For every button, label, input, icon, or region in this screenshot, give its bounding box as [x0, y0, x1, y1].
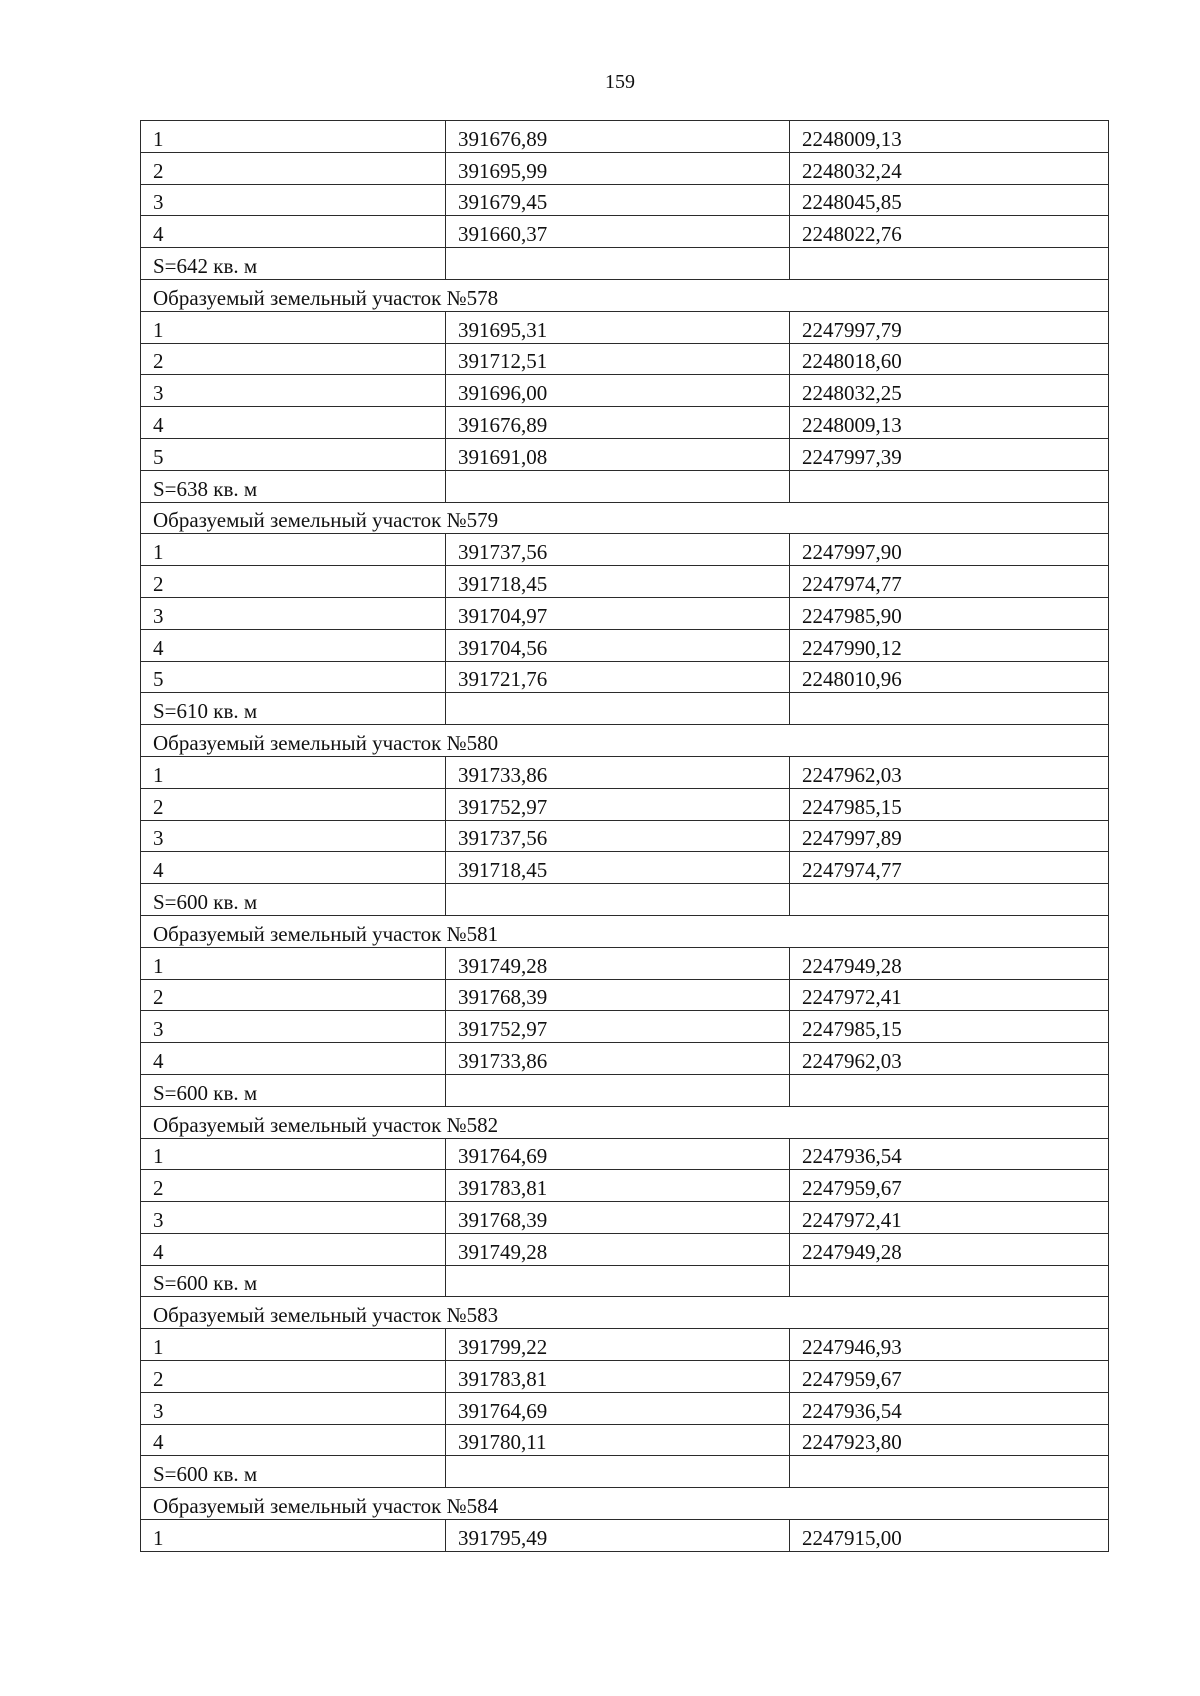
x-coordinate-cell: 391737,56: [446, 820, 790, 852]
y-coordinate-cell: 2247985,15: [790, 788, 1109, 820]
point-number-cell: 4: [141, 1233, 446, 1265]
empty-cell: [446, 693, 790, 725]
y-coordinate-cell: 2247959,67: [790, 1170, 1109, 1202]
point-number-cell: 4: [141, 1424, 446, 1456]
empty-cell: [790, 1456, 1109, 1488]
area-row: [141, 1265, 1109, 1297]
table-row: [141, 1233, 1109, 1265]
table-row: [141, 979, 1109, 1011]
x-coordinate-cell: 391764,69: [446, 1138, 790, 1170]
point-number-cell: 5: [141, 438, 446, 470]
point-number-cell: 4: [141, 629, 446, 661]
table-row: [141, 661, 1109, 693]
point-number-cell: 1: [141, 1138, 446, 1170]
empty-cell: [446, 248, 790, 280]
point-number-cell: 2: [141, 979, 446, 1011]
x-coordinate-cell: 391749,28: [446, 947, 790, 979]
table-row: [141, 756, 1109, 788]
point-number-cell: 3: [141, 597, 446, 629]
x-coordinate-cell: 391752,97: [446, 1011, 790, 1043]
table-row: [141, 1424, 1109, 1456]
empty-cell: [446, 1265, 790, 1297]
point-number-cell: 3: [141, 820, 446, 852]
y-coordinate-cell: 2248022,76: [790, 216, 1109, 248]
point-number-cell: 4: [141, 852, 446, 884]
x-coordinate-cell: 391695,31: [446, 311, 790, 343]
y-coordinate-cell: 2247949,28: [790, 947, 1109, 979]
x-coordinate-cell: 391691,08: [446, 438, 790, 470]
table-row: [141, 438, 1109, 470]
point-number-cell: 1: [141, 121, 446, 153]
table-row: [141, 1170, 1109, 1202]
empty-cell: [446, 1456, 790, 1488]
y-coordinate-cell: 2247990,12: [790, 629, 1109, 661]
x-coordinate-cell: 391721,76: [446, 661, 790, 693]
plot-title-cell: Образуемый земельный участок №580: [141, 725, 1109, 757]
plot-title-row: [141, 1106, 1109, 1138]
empty-cell: [790, 884, 1109, 916]
plot-title-cell: Образуемый земельный участок №579: [141, 502, 1109, 534]
y-coordinate-cell: 2248009,13: [790, 407, 1109, 439]
point-number-cell: 1: [141, 947, 446, 979]
plot-title-cell: Образуемый земельный участок №581: [141, 915, 1109, 947]
plot-title-row: [141, 502, 1109, 534]
y-coordinate-cell: 2248032,25: [790, 375, 1109, 407]
coordinates-table-body: [141, 121, 1109, 1552]
area-row: [141, 470, 1109, 502]
area-row: [141, 1456, 1109, 1488]
table-row: [141, 311, 1109, 343]
point-number-cell: 3: [141, 184, 446, 216]
point-number-cell: 1: [141, 534, 446, 566]
y-coordinate-cell: 2248009,13: [790, 121, 1109, 153]
point-number-cell: 3: [141, 1392, 446, 1424]
table-row: [141, 1520, 1109, 1552]
x-coordinate-cell: 391733,86: [446, 1043, 790, 1075]
x-coordinate-cell: 391733,86: [446, 756, 790, 788]
x-coordinate-cell: 391704,56: [446, 629, 790, 661]
y-coordinate-cell: 2247997,89: [790, 820, 1109, 852]
x-coordinate-cell: 391768,39: [446, 1202, 790, 1234]
y-coordinate-cell: 2247985,90: [790, 597, 1109, 629]
x-coordinate-cell: 391695,99: [446, 152, 790, 184]
table-row: [141, 1361, 1109, 1393]
table-row: [141, 820, 1109, 852]
x-coordinate-cell: 391783,81: [446, 1361, 790, 1393]
point-number-cell: 5: [141, 661, 446, 693]
table-row: [141, 121, 1109, 153]
area-cell: S=600 кв. м: [141, 1265, 446, 1297]
area-row: [141, 884, 1109, 916]
x-coordinate-cell: 391696,00: [446, 375, 790, 407]
area-cell: S=638 кв. м: [141, 470, 446, 502]
point-number-cell: 2: [141, 1361, 446, 1393]
x-coordinate-cell: 391768,39: [446, 979, 790, 1011]
area-row: [141, 693, 1109, 725]
table-row: [141, 1138, 1109, 1170]
table-row: [141, 534, 1109, 566]
empty-cell: [790, 1265, 1109, 1297]
y-coordinate-cell: 2247923,80: [790, 1424, 1109, 1456]
table-row: [141, 216, 1109, 248]
empty-cell: [790, 693, 1109, 725]
x-coordinate-cell: 391752,97: [446, 788, 790, 820]
table-row: [141, 407, 1109, 439]
table-row: [141, 1392, 1109, 1424]
plot-title-cell: Образуемый земельный участок №584: [141, 1488, 1109, 1520]
point-number-cell: 4: [141, 407, 446, 439]
x-coordinate-cell: 391749,28: [446, 1233, 790, 1265]
x-coordinate-cell: 391718,45: [446, 566, 790, 598]
table-row: [141, 629, 1109, 661]
table-row: [141, 375, 1109, 407]
table-row: [141, 1043, 1109, 1075]
point-number-cell: 2: [141, 343, 446, 375]
area-cell: S=600 кв. м: [141, 884, 446, 916]
table-row: [141, 343, 1109, 375]
area-cell: S=600 кв. м: [141, 1456, 446, 1488]
table-row: [141, 1202, 1109, 1234]
point-number-cell: 1: [141, 1520, 446, 1552]
y-coordinate-cell: 2247972,41: [790, 1202, 1109, 1234]
y-coordinate-cell: 2247972,41: [790, 979, 1109, 1011]
point-number-cell: 3: [141, 1202, 446, 1234]
point-number-cell: 3: [141, 1011, 446, 1043]
table-row: [141, 1329, 1109, 1361]
empty-cell: [446, 884, 790, 916]
table-row: [141, 1011, 1109, 1043]
empty-cell: [446, 1074, 790, 1106]
page-number: 159: [605, 71, 635, 93]
point-number-cell: 2: [141, 152, 446, 184]
y-coordinate-cell: 2247962,03: [790, 756, 1109, 788]
x-coordinate-cell: 391764,69: [446, 1392, 790, 1424]
y-coordinate-cell: 2247962,03: [790, 1043, 1109, 1075]
y-coordinate-cell: 2247946,93: [790, 1329, 1109, 1361]
point-number-cell: 1: [141, 1329, 446, 1361]
plot-title-row: [141, 1488, 1109, 1520]
y-coordinate-cell: 2247936,54: [790, 1392, 1109, 1424]
area-cell: S=642 кв. м: [141, 248, 446, 280]
y-coordinate-cell: 2247936,54: [790, 1138, 1109, 1170]
table-row: [141, 947, 1109, 979]
y-coordinate-cell: 2248045,85: [790, 184, 1109, 216]
table-row: [141, 566, 1109, 598]
area-row: [141, 1074, 1109, 1106]
plot-title-row: [141, 1297, 1109, 1329]
x-coordinate-cell: 391718,45: [446, 852, 790, 884]
area-cell: S=610 кв. м: [141, 693, 446, 725]
empty-cell: [790, 1074, 1109, 1106]
table-row: [141, 152, 1109, 184]
plot-title-cell: Образуемый земельный участок №583: [141, 1297, 1109, 1329]
area-cell: S=600 кв. м: [141, 1074, 446, 1106]
x-coordinate-cell: 391676,89: [446, 121, 790, 153]
y-coordinate-cell: 2247959,67: [790, 1361, 1109, 1393]
point-number-cell: 4: [141, 1043, 446, 1075]
point-number-cell: 4: [141, 216, 446, 248]
x-coordinate-cell: 391737,56: [446, 534, 790, 566]
plot-title-cell: Образуемый земельный участок №578: [141, 279, 1109, 311]
point-number-cell: 2: [141, 1170, 446, 1202]
point-number-cell: 1: [141, 311, 446, 343]
point-number-cell: 3: [141, 375, 446, 407]
plot-title-row: [141, 279, 1109, 311]
plot-title-row: [141, 915, 1109, 947]
x-coordinate-cell: 391679,45: [446, 184, 790, 216]
empty-cell: [790, 248, 1109, 280]
table-row: [141, 184, 1109, 216]
y-coordinate-cell: 2248018,60: [790, 343, 1109, 375]
y-coordinate-cell: 2247997,79: [790, 311, 1109, 343]
x-coordinate-cell: 391704,97: [446, 597, 790, 629]
y-coordinate-cell: 2247985,15: [790, 1011, 1109, 1043]
table-row: [141, 852, 1109, 884]
area-row: [141, 248, 1109, 280]
empty-cell: [790, 470, 1109, 502]
y-coordinate-cell: 2247974,77: [790, 566, 1109, 598]
table-row: [141, 597, 1109, 629]
x-coordinate-cell: 391799,22: [446, 1329, 790, 1361]
plot-title-row: [141, 725, 1109, 757]
y-coordinate-cell: 2247997,39: [790, 438, 1109, 470]
plot-title-cell: Образуемый земельный участок №582: [141, 1106, 1109, 1138]
x-coordinate-cell: 391780,11: [446, 1424, 790, 1456]
x-coordinate-cell: 391795,49: [446, 1520, 790, 1552]
y-coordinate-cell: 2247974,77: [790, 852, 1109, 884]
x-coordinate-cell: 391783,81: [446, 1170, 790, 1202]
y-coordinate-cell: 2248032,24: [790, 152, 1109, 184]
x-coordinate-cell: 391712,51: [446, 343, 790, 375]
coordinates-table: [140, 120, 1109, 1552]
x-coordinate-cell: 391676,89: [446, 407, 790, 439]
point-number-cell: 1: [141, 756, 446, 788]
table-row: [141, 788, 1109, 820]
empty-cell: [446, 470, 790, 502]
y-coordinate-cell: 2247997,90: [790, 534, 1109, 566]
y-coordinate-cell: 2247915,00: [790, 1520, 1109, 1552]
point-number-cell: 2: [141, 566, 446, 598]
y-coordinate-cell: 2248010,96: [790, 661, 1109, 693]
y-coordinate-cell: 2247949,28: [790, 1233, 1109, 1265]
x-coordinate-cell: 391660,37: [446, 216, 790, 248]
point-number-cell: 2: [141, 788, 446, 820]
